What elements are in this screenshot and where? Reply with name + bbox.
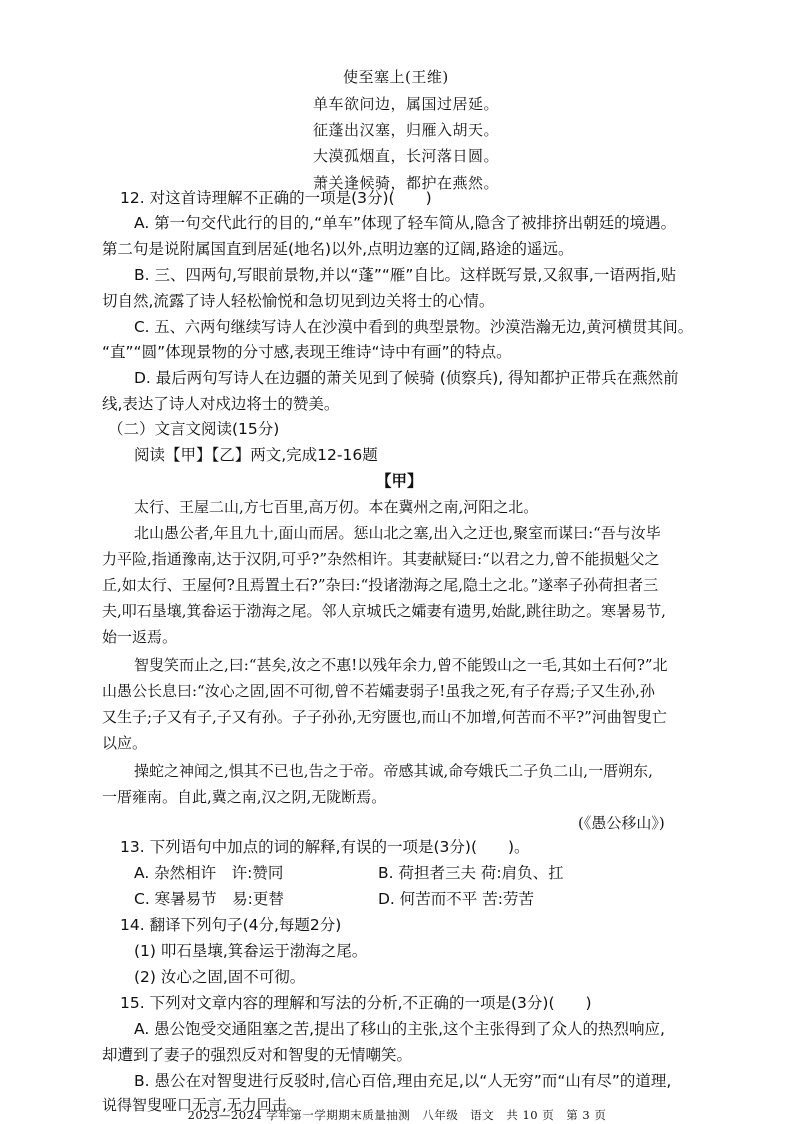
poem-line-4: 萧关逢候骑，都护在燕然。 — [313, 174, 500, 192]
q13-stem: 13. 下列语句中加点的词的解释,有误的一项是(3分)( )。 — [120, 838, 530, 856]
poem-line-1: 单车欲问边，属国过居延。 — [313, 95, 500, 113]
q14-sentence-1: (1) 叩石垦壤,箕畚运于渤海之尾。 — [134, 942, 368, 960]
q12-option-b-line1: B. 三、四两句,写眼前景物,并以“蓬”“雁”自比。这样既写景,又叙事,一语两指,贴 — [134, 266, 677, 284]
passage-p2-line5: 始一返焉。 — [102, 628, 178, 646]
q12-option-c-line1: C. 五、六两句继续写诗人在沙漠中看到的典型景物。沙漠浩瀚无边,黄河横贯其间。 — [134, 318, 693, 336]
passage-p2-line4: 夫,叩石垦壤,箕畚运于渤海之尾。邻人京城氏之孀妻有遗男,始龀,跳往助之。寒暑易节, — [102, 602, 666, 620]
q12-option-a-line1: A. 第一句交代此行的目的,“单车”体现了轻车简从,隐含了被排挤出朝廷的境遇。 — [134, 214, 677, 232]
q12-option-c-line2: “直”“圆”体现景物的分寸感,表现王维诗“诗中有画”的特点。 — [102, 343, 512, 361]
q15-option-a-line1: A. 愚公饱受交通阻塞之苦,提出了移山的主张,这个主张得到了众人的热烈响应, — [134, 1020, 665, 1038]
passage-p3-line3: 又生子;子又有子,子又有孙。子子孙孙,无穷匮也,而山不加增,何苦而不平?”河曲智叟亡 — [102, 708, 667, 726]
poem-line-2: 征蓬出汉塞，归雁入胡天。 — [313, 121, 500, 139]
passage-p1: 太行、王屋二山,方七百里,高万仞。本在冀州之南,河阳之北。 — [134, 498, 539, 516]
q15-option-b-line1: B. 愚公在对智叟进行反驳时,信心百倍,理由充足,以“人无穷”而“山有尽”的道理, — [134, 1072, 672, 1090]
q12-option-d-line2: 线,表达了诗人对戍边将士的赞美。 — [102, 395, 340, 413]
q12-option-b-line2: 切自然,流露了诗人轻松愉悦和急切见到边关将士的心情。 — [102, 292, 495, 310]
passage-p3-line1: 智叟笑而止之,曰:“甚矣,汝之不惠!以残年余力,曾不能毁山之一毛,其如土石何?”北 — [134, 656, 668, 674]
section-instruction: 阅读【甲】【乙】两文,完成12-16题 — [134, 446, 378, 464]
q12-option-d-line1: D. 最后两句写诗人在边疆的萧关见到了候骑 (侦察兵), 得知都护正带兵在燕然前 — [134, 369, 679, 387]
q14-stem: 14. 翻译下列句子(4分,每题2分) — [120, 916, 342, 934]
passage-p3-line2: 山愚公长息曰:“汝心之固,固不可彻,曾不若孀妻弱子!虽我之死,有子存焉;子又生孙,孙 — [102, 682, 655, 700]
q13-option-b: B. 荷担者三夫 荷:肩负、扛 — [378, 864, 564, 882]
q13-option-d: D. 何苦而不平 苦:劳苦 — [378, 890, 534, 908]
poem-line-3: 大漠孤烟直，长河落日圆。 — [313, 147, 500, 165]
page-footer: 2023—2024 学年第一学期期末质量抽测 八年级 语文 共 10 页 第 3 页 — [187, 1108, 607, 1122]
passage-jia-heading: 【甲】 — [376, 471, 423, 490]
passage-p4-line1: 操蛇之神闻之,惧其不已也,告之于帝。帝感其诚,命夸娥氏二子负二山,一厝朔东, — [134, 762, 653, 780]
section-heading: （二）文言文阅读(15分) — [108, 420, 280, 438]
passage-source: (《愚公移山》) — [578, 814, 665, 832]
passage-p3-line4: 以应。 — [102, 734, 148, 752]
q14-sentence-2: (2) 汝心之固,固不可彻。 — [134, 968, 306, 986]
passage-p2-line2: 力平险,指通豫南,达于汉阴,可乎?”杂然相许。其妻献疑曰:“以君之力,曾不能损魁父之 — [102, 550, 660, 568]
q13-option-a: A. 杂然相许 许:赞同 — [134, 864, 284, 882]
passage-p2-line1: 北山愚公者,年且九十,面山而居。惩山北之塞,出入之迂也,聚室而谋曰:“吾与汝毕 — [134, 524, 661, 542]
q13-option-c: C. 寒暑易节 易:更替 — [134, 890, 284, 908]
q12-option-a-line2: 第二句是说附属国直到居延(地名)以外,点明边塞的辽阔,路途的遥远。 — [102, 240, 574, 258]
q15-option-b-line2: 说得智叟哑口无言,无力回击。 — [102, 1096, 302, 1114]
passage-p4-line2: 一厝雍南。自此,冀之南,汉之阴,无陇断焉。 — [102, 788, 387, 806]
poem-title: 使至塞上(王维) — [343, 68, 449, 86]
passage-p2-line3: 丘,如太行、王屋何?且焉置土石?”杂曰:“投诸渤海之尾,隐土之北。”遂率子孙荷担者三 — [102, 576, 659, 594]
q15-stem: 15. 下列对文章内容的理解和写法的分析,不正确的一项是(3分)( ) — [120, 994, 592, 1012]
q15-option-a-line2: 却遭到了妻子的强烈反对和智叟的无情嘲笑。 — [102, 1046, 413, 1064]
q12-stem: 12. 对这首诗理解不正确的一项是(3分)( ) — [120, 189, 432, 207]
